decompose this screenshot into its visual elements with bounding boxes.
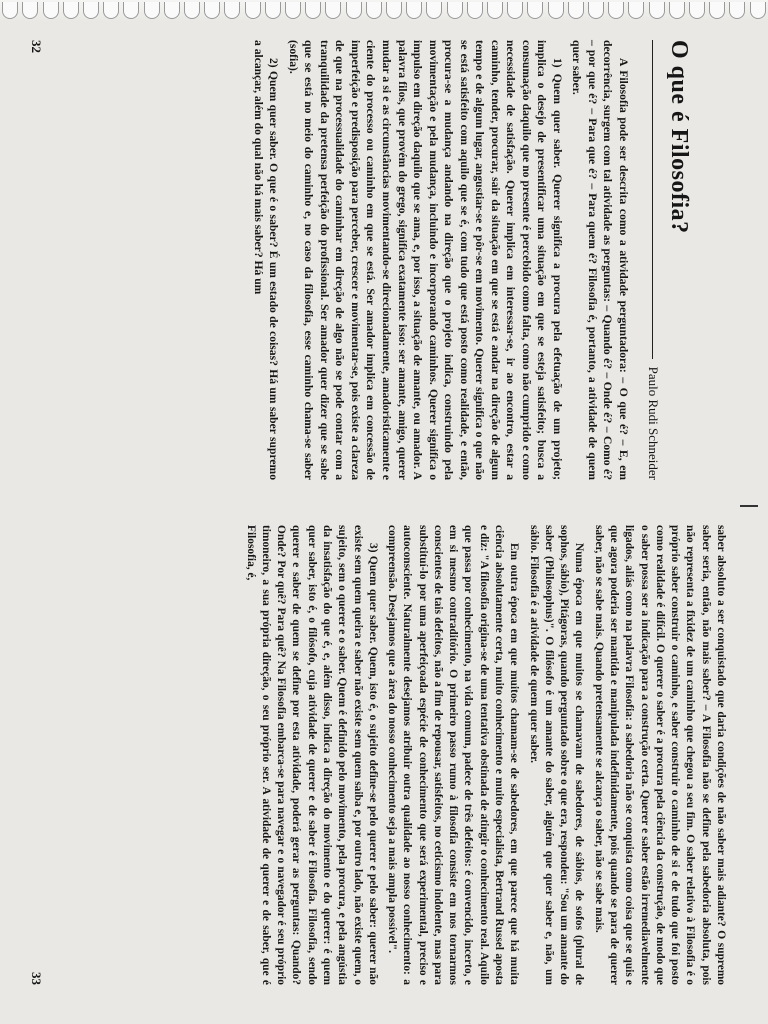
- page-number: 33: [29, 972, 44, 985]
- author-row: [645, 40, 661, 480]
- paragraph: 3) Quem quer saber. Quem, isto é, o sujeito define-se pelo querer e pelo saber: querer não existe sem quem queira e saber não existe sem quem saiba e, por outro lado, não existe quem, o sujeito, sem o querer e o saber. Quem é definido pelo movimento, pela procura, e pela angústia da insatisfação do que é, e, além disso, indica a direção do movimento e do querer: é quem quer saber, isto é, o filósofo, cuja atividade de querer e de saber é Filosofia. Filosofia, sendo querer e saber de quem se define por esta atividade, poderá gerar as perguntas: Quando? Onde? Por quê? Para quê? Na Filosofia embarca-se para navegar e o navegador é seu próprio timoneiro, a sua própria direção, o seu próprio ser. A atividade de querer e de saber, que é Filosofia, é,: [244, 525, 379, 985]
- title-rule: [653, 40, 654, 359]
- page-title: O que é Filosofia?: [666, 40, 692, 234]
- gutter-mark: [740, 505, 758, 507]
- paragraph: 2) Quem quer saber. O que é o saber? É um estado de coisas? Há um saber supremo a alcançar, além do qual não há mais saber? Há um: [251, 40, 281, 480]
- right-page: [28, 525, 728, 985]
- paragraph: saber absoluto a ser conquistado que daria condições de não saber mais adiante? O supremo saber seria, então, não mais saber? – A Filosofia não se define pela sabedoria absoluta, pois não representa a fixidez de um caminho que chegou a seu fim. O saber relativo à Filosofia é o próprio saber construir o caminho, e saber construir o caminho de si e de tudo que foi posto como realidade é difícil. O querer o saber é a procura pela ciência da construção, de modo que o saber possa ser a indicação para a construção certa. Querer e saber estão irremediavelmente ligados, aliás como na palavra Filosofia: a sabedoria não se conquista como coisa que se quis e que agora poderia ser mantida e manipulada indefinidamente, pois quando se para de querer saber, não se sabe mais. Quando pretensamente se alcança o saber, não se sabe mais.: [592, 525, 727, 985]
- left-page: [28, 40, 728, 480]
- page-number: 32: [29, 40, 44, 53]
- paragraph: Em outra época em que muitos chamam-se de sabedores, em que parece que há muita ciência absolutamente certa, muito conhecimento e muito especialista, Bertrand Russel aposta e diz: "A filosofia origina-se de uma tentativa obstinada de atingir o conhecimento real. Aquilo que passa por conhecimento, na vida comum, padece de três defeitos: é convencido, incerto, e em si mesmo contraditório. O primeiro passo rumo à filosofia consiste em nos tornarmos conscientes de tais defeitos, não a fim de repousar, satisfeitos, no ceticismo indolente, mas para substituí-lo por uma aperfeiçoada espécie de conhecimento que será experimental, preciso e autoconsciente. Naturalmente desejamos atribuir outra qualidade ao nosso conhecimento: a compreensão. Desejamos que a área do nosso conhecimento seja a mais ampla possível".: [386, 525, 521, 985]
- author-name: Paulo Rudi Schneider: [646, 366, 661, 480]
- paragraph: A Filosofia pode ser descrita como a atividade perguntadora: – O que é? – E, em decorrência, surgem com tal atividade as perguntas: – Quando é? – Onde é? – Como é? – por que é? – Para que é? – Para quem é? Filosofia é, portanto, a atividade de quem quer saber.: [570, 40, 630, 480]
- paragraph: Numa época em que muitos se chamavam de sabedores, de sábios, de sofos (plural de sophos, sábio), Pitágoras, quando perguntado sobre o que era, respondeu: "Sou um amante do saber (Philosophus)". O filósofo é um amante do saber, alguém que quer saber e, não, um sábio. Filosofia é a atividade de quem quer saber.: [527, 525, 586, 985]
- paragraph: 1) Quem quer saber. Querer significa a procura pela efetuação de um projeto; implica o desejo de presentificar uma situação em que se esteja satisfeito; busca a consumação daquilo que no presente é percebido como falta, como não cumprido e como necessidade de satisfação. Querer implica em interessar-se, ir ao encontro, estar a caminho, tender, procurar, sair da situação em que se está e andar na direção de algum tempo e de algum lugar, angustiar-se e pôr-se em movimento. Querer significa o que não se está satisfeito com aquilo que se é, com tudo que está posto como realidade, e então, procura-se a mudança andando na direção que o projeto indica, construindo pela movimentação e pela mudança, incluindo e incorporando caminhos. Querer significa o impulso em direção daquilo que se ama, e, por isso, a situação de amante, ou amador. A palavra filos, que provém do grego, significa exatamente isso: ser amante, amigo, querer mudar a si e as circunstâncias movimentando-se direcionadamente, amadoristicamente e ciente do processo ou caminho em que se está. Ser amador implica em concessão de imperfeição e predisposição para perceber, crescer e movimentar-se, pois existe a clareza de que na processualidade do caminhar em direção de algo não se pode contar com a tranquilidade da pretensa perfeição do profissional. Ser amador quer dizer que se sabe que se está no meio do caminho e, no caso da filosofia, esse caminho chama-se saber (sofia).: [286, 40, 564, 480]
